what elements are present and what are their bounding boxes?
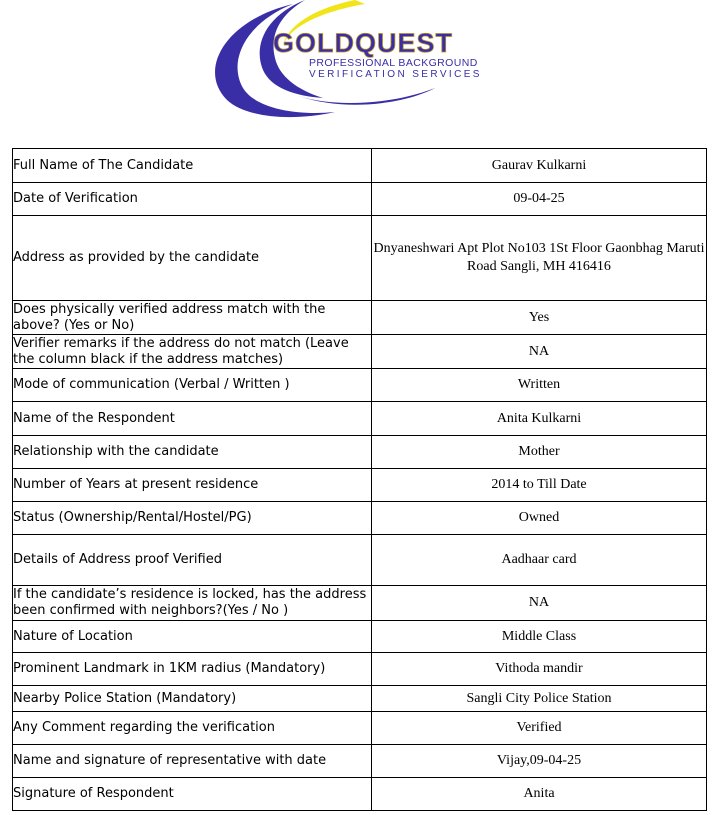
logo-tagline-2: VERIFICATION SERVICES (309, 69, 482, 80)
table-row (13, 301, 707, 335)
goldquest-logo (205, 0, 517, 122)
table-row (13, 586, 707, 621)
table-row (13, 745, 707, 778)
row-value: Anita (372, 778, 707, 811)
row-value: Vijay,09-04-25 (372, 745, 707, 778)
row-label: Address as provided by the candidate (13, 216, 372, 301)
row-label: Nature of Location (13, 621, 372, 653)
table-row (13, 469, 707, 502)
row-label: Signature of Respondent (13, 778, 372, 811)
row-value: Owned (372, 502, 707, 535)
row-label: Does physically verified address match with the above? (Yes or No) (13, 301, 372, 335)
row-label: Any Comment regarding the verification (13, 712, 372, 745)
row-value: NA (372, 335, 707, 369)
row-value: Middle Class (372, 621, 707, 653)
row-label: Details of Address proof Verified (13, 535, 372, 586)
row-label: Verifier remarks if the address do not match (Leave the column black if the address matches) (13, 335, 372, 369)
row-value: Sangli City Police Station (372, 686, 707, 712)
row-value: 09-04-25 (372, 183, 707, 216)
logo-graphic (205, 0, 517, 122)
row-label: Name and signature of representative with date (13, 745, 372, 778)
table-row (13, 369, 707, 402)
row-value: NA (372, 586, 707, 621)
row-label: Date of Verification (13, 183, 372, 216)
row-value: Gaurav Kulkarni (372, 149, 707, 183)
row-label: If the candidate’s residence is locked, has the address been confirmed with neighbors?(Yes / No ) (13, 586, 372, 621)
row-value: Written (372, 369, 707, 402)
table-row (13, 778, 707, 811)
row-value: Mother (372, 436, 707, 469)
table-row (13, 686, 707, 712)
table-row (13, 535, 707, 586)
row-label: Number of Years at present residence (13, 469, 372, 502)
row-value: Dnyaneshwari Apt Plot No103 1St Floor Gaonbhag Maruti Road Sangli, MH 416416 (372, 216, 707, 301)
row-label: Status (Ownership/Rental/Hostel/PG) (13, 502, 372, 535)
row-value: 2014 to Till Date (372, 469, 707, 502)
row-label: Full Name of The Candidate (13, 149, 372, 183)
table-row (13, 402, 707, 436)
row-value: Vithoda mandir (372, 653, 707, 686)
row-value: Aadhaar card (372, 535, 707, 586)
row-label: Prominent Landmark in 1KM radius (Mandatory) (13, 653, 372, 686)
table-row (13, 149, 707, 183)
row-label: Name of the Respondent (13, 402, 372, 436)
row-label: Relationship with the candidate (13, 436, 372, 469)
row-value: Yes (372, 301, 707, 335)
verification-table (12, 148, 707, 811)
table-row (13, 712, 707, 745)
table-row (13, 335, 707, 369)
logo-tagline-1: PROFESSIONAL BACKGROUND (309, 57, 478, 69)
table-row (13, 216, 707, 301)
table-row (13, 621, 707, 653)
table-row (13, 183, 707, 216)
row-value: Anita Kulkarni (372, 402, 707, 436)
table-row (13, 502, 707, 535)
row-label: Mode of communication (Verbal / Written ) (13, 369, 372, 402)
row-label: Nearby Police Station (Mandatory) (13, 686, 372, 712)
row-value: Verified (372, 712, 707, 745)
table-row (13, 653, 707, 686)
table-row (13, 436, 707, 469)
logo-brand-text: GOLDQUEST (273, 28, 454, 58)
